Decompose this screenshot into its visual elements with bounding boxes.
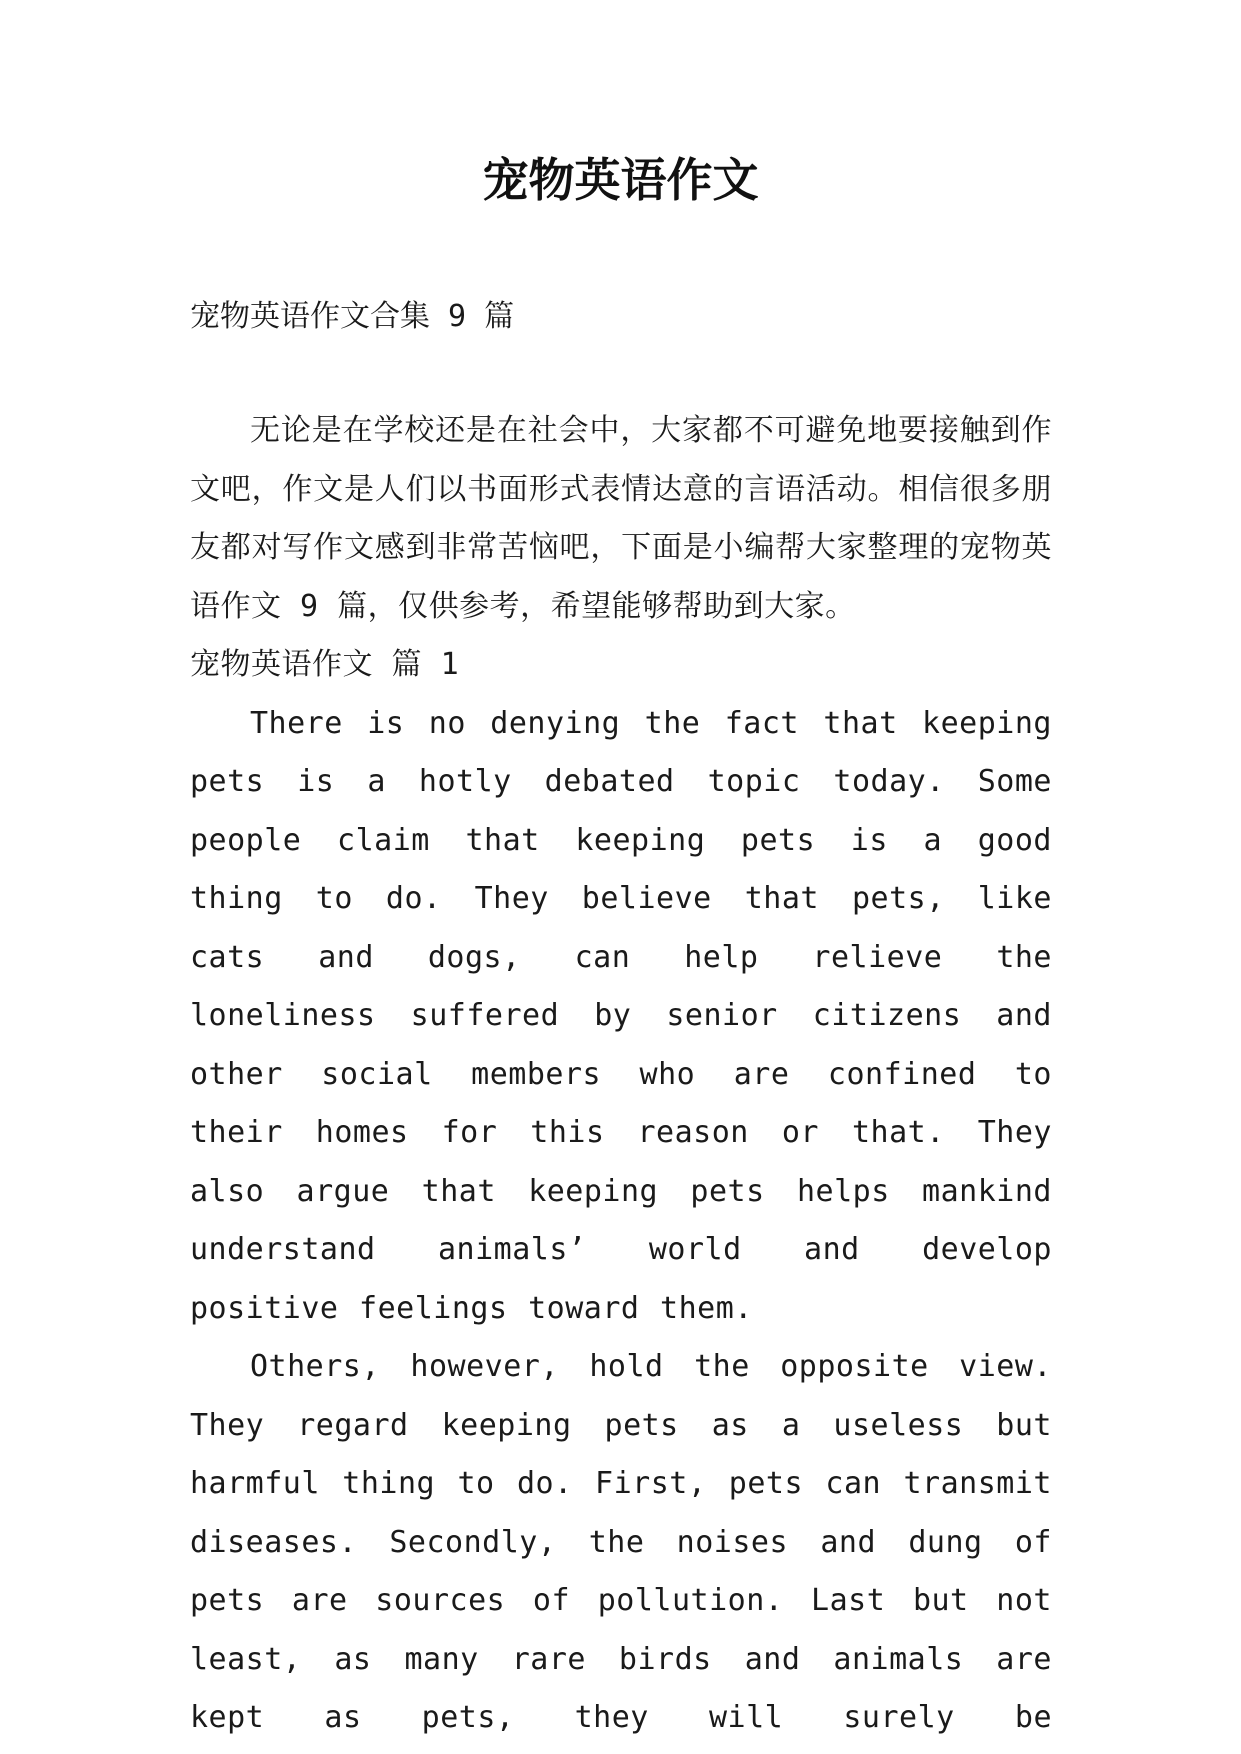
document-body <box>190 402 1052 1748</box>
intro-paragraph: 无论是在学校还是在社会中，大家都不可避免地要接触到作文吧，作文是人们以书面形式表情达意的言语活动。相信很多朋友都对写作文感到非常苦恼吧，下面是小编帮大家整理的宠物英语作文 9 篇，仅供参考，希望能够帮助到大家。 <box>190 413 1052 624</box>
document-subtitle: 宠物英语作文合集 9 篇 <box>190 299 515 334</box>
essay-paragraph-1: There is no denying the fact that keeping pets is a hotly debated topic today. Some people claim that keeping pets is a good thing to do. They believe that pets, like cats and dogs, can help relieve the loneliness suffered by senior citizens and other social members who are confined to their homes for this reason or that. They also argue that keeping pets helps mankind understand animals’ world and develop positive feelings toward them. <box>190 705 1052 1326</box>
document-title: 宠物英语作文 <box>482 153 759 207</box>
section-heading: 宠物英语作文 篇 1 <box>190 647 460 682</box>
essay-paragraph-2: Others, however, hold the opposite view. They regard keeping pets as a useless but harmful thing to do. First, pets can transmit diseases. Secondly, the noises and dung of pets are sources of pollution. Last but not least, as many rare birds and animals are kept as pets, they will surely be <box>190 1349 1052 1735</box>
